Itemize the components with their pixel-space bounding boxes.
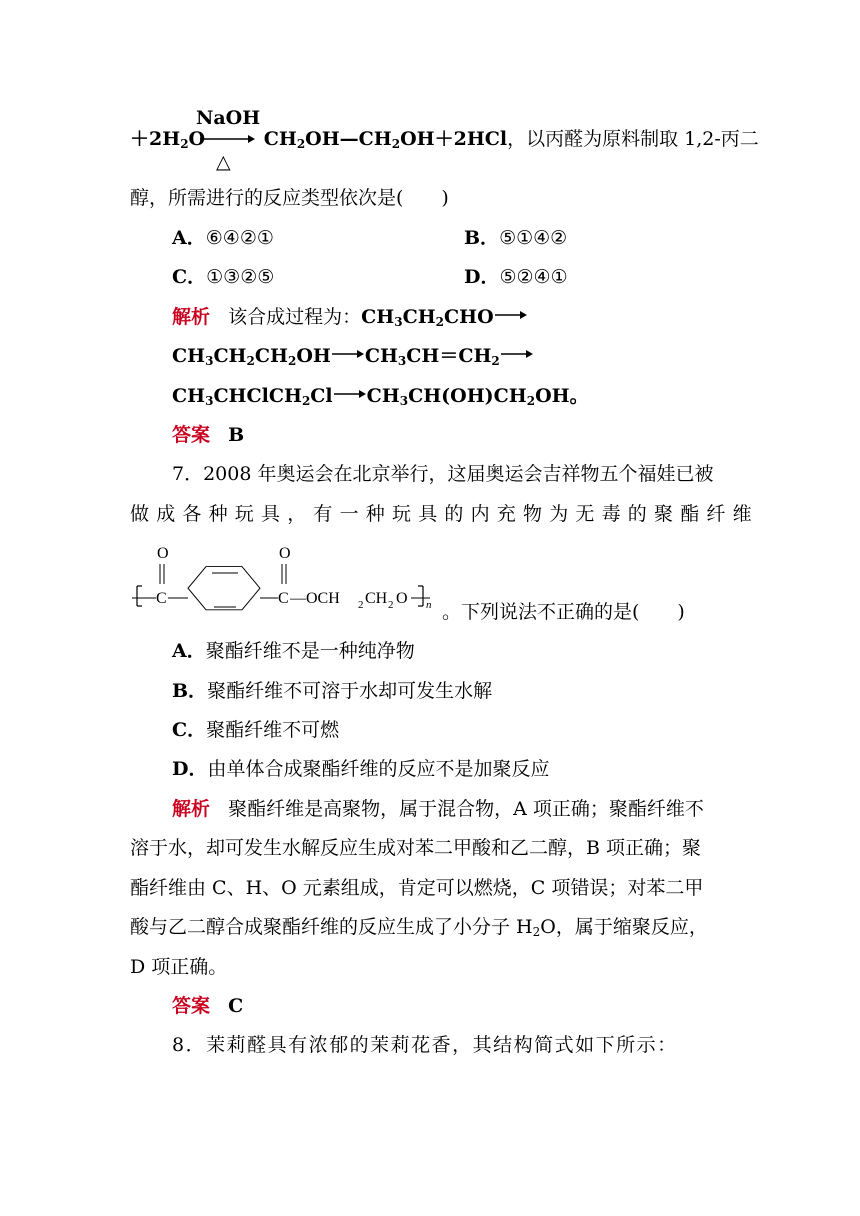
option-text: ①③②⑤	[206, 266, 275, 288]
answer-label: 答案	[172, 424, 211, 446]
struct-chain-sub2: 2	[388, 599, 394, 611]
question6-stem-end: 醇，所需进行的反应类型依次是( )	[130, 187, 449, 209]
option-text: ⑤①④②	[499, 227, 568, 249]
q7-option-b[interactable]	[172, 679, 492, 703]
eq-rhs-ch: CH	[263, 128, 297, 150]
option-text: 聚酯纤维不可溶于水却可发生水解	[207, 680, 493, 702]
answer-label: 答案	[172, 995, 211, 1017]
eq-rhs-text: ，以丙醛为原料制取 1,2-丙二	[507, 128, 759, 150]
eq-rhs-sub1: 2	[296, 137, 306, 151]
arrow-icon	[500, 348, 534, 360]
option-text: ⑤②④①	[499, 266, 568, 288]
q7-option-c[interactable]	[172, 718, 339, 742]
struct-n: n	[426, 599, 432, 611]
struct-o-top2: O	[279, 545, 291, 562]
q7-analysis-line4	[130, 915, 708, 939]
arrow-icon	[333, 388, 367, 400]
polyester-structure-icon	[130, 540, 460, 622]
q7-option-a[interactable]	[172, 639, 415, 663]
option-letter: A．	[172, 227, 206, 249]
eq-rhs-oh2: OH＋2HCl	[400, 128, 508, 150]
q6-option-b[interactable]	[464, 226, 567, 250]
struct-o-top1: O	[157, 545, 169, 562]
q7-stem-line1: 7．2008 年奥运会在北京举行，这届奥运会吉祥物五个福娃已被	[172, 463, 714, 485]
option-letter: C．	[172, 719, 207, 741]
q7-analysis-line5: D 项正确。	[130, 956, 228, 978]
eq-rhs-oh1: OH—CH	[305, 128, 392, 150]
eq-lhs-sub: 2	[180, 137, 189, 151]
option-text: 聚酯纤维不是一种纯净物	[205, 640, 415, 662]
eq-lhs: ＋2H	[130, 128, 181, 150]
eq-lhs-tail: O	[188, 128, 206, 150]
arrow-icon	[331, 348, 365, 360]
option-letter: C．	[172, 266, 207, 288]
q6-analysis-line2: $CH_3CH_2CH_2OH$ $CH_3CH=CH_2$	[172, 344, 534, 368]
option-text: 聚酯纤维不可燃	[206, 719, 340, 741]
option-text: 由单体合成聚酯纤维的反应不是加聚反应	[207, 758, 550, 780]
struct-c1: C	[156, 590, 167, 607]
analysis-text: 酸与乙二醇合成聚酯纤维的反应生成了小分子 H	[130, 916, 533, 938]
q6-analysis-line1: 解析 该合成过程为：$CH_3CH_2CHO$	[172, 305, 528, 329]
q6-option-a[interactable]	[172, 226, 274, 250]
q8-stem-line1: 8．茉莉醛具有浓郁的茉莉花香，其结构简式如下所示：	[172, 1034, 678, 1056]
struct-chain-sub1: 2	[358, 599, 364, 611]
analysis-label: 解析	[172, 306, 211, 328]
arrow-icon	[494, 309, 528, 321]
q7-analysis-line2: 溶于水，却可发生水解反应生成对苯二甲酸和乙二醇，B 项正确；聚	[130, 837, 702, 859]
analysis-text: ，属于缩聚反应，	[555, 916, 708, 938]
q7-stem-line2: 做成各种玩具，有一种玩具的内充物为无毒的聚酯纤维	[130, 503, 759, 525]
option-letter: D．	[464, 266, 500, 288]
h2o-sub: 2	[532, 925, 541, 939]
option-letter: B．	[464, 227, 500, 249]
q6-option-d[interactable]	[464, 265, 568, 289]
heat-symbol: △	[216, 151, 231, 173]
struct-chain-ch: CH	[365, 590, 388, 607]
struct-chain-o: O	[396, 590, 408, 607]
option-text: ⑥④②①	[205, 227, 274, 249]
eq-rhs-sub2: 2	[391, 137, 401, 151]
q7-analysis-line3: 酯纤维由 C、H、O 元素组成，肯定可以燃烧，C 项错误；对苯二甲	[130, 877, 704, 899]
reaction-arrow-icon	[198, 130, 256, 146]
answer-value: B	[228, 424, 245, 446]
analysis-intro: 该合成过程为：	[228, 306, 362, 328]
struct-chain: —OCH	[290, 590, 340, 607]
option-letter: D．	[172, 758, 208, 780]
option-letter: A．	[172, 640, 206, 662]
struct-c2: C	[278, 590, 289, 607]
option-letter: B．	[172, 680, 208, 702]
q6-answer	[172, 423, 244, 447]
q6-option-c[interactable]	[172, 265, 274, 289]
answer-value: C	[228, 995, 244, 1017]
q7-stem-tail: 。下列说法不正确的是( )	[442, 601, 685, 623]
q7-analysis-line1	[172, 797, 704, 821]
q6-analysis-line3: $CH_3CHClCH_2Cl$ $CH_3CH(OH)CH_2OH$。	[172, 385, 589, 408]
analysis-text: 聚酯纤维是高聚物，属于混合物，A 项正确；聚酯纤维不	[228, 798, 704, 820]
h2o-o: O	[540, 916, 556, 938]
naoh-label: NaOH	[196, 107, 261, 129]
analysis-label: 解析	[172, 798, 211, 820]
q7-answer	[172, 994, 243, 1018]
q7-option-d[interactable]	[172, 757, 550, 781]
